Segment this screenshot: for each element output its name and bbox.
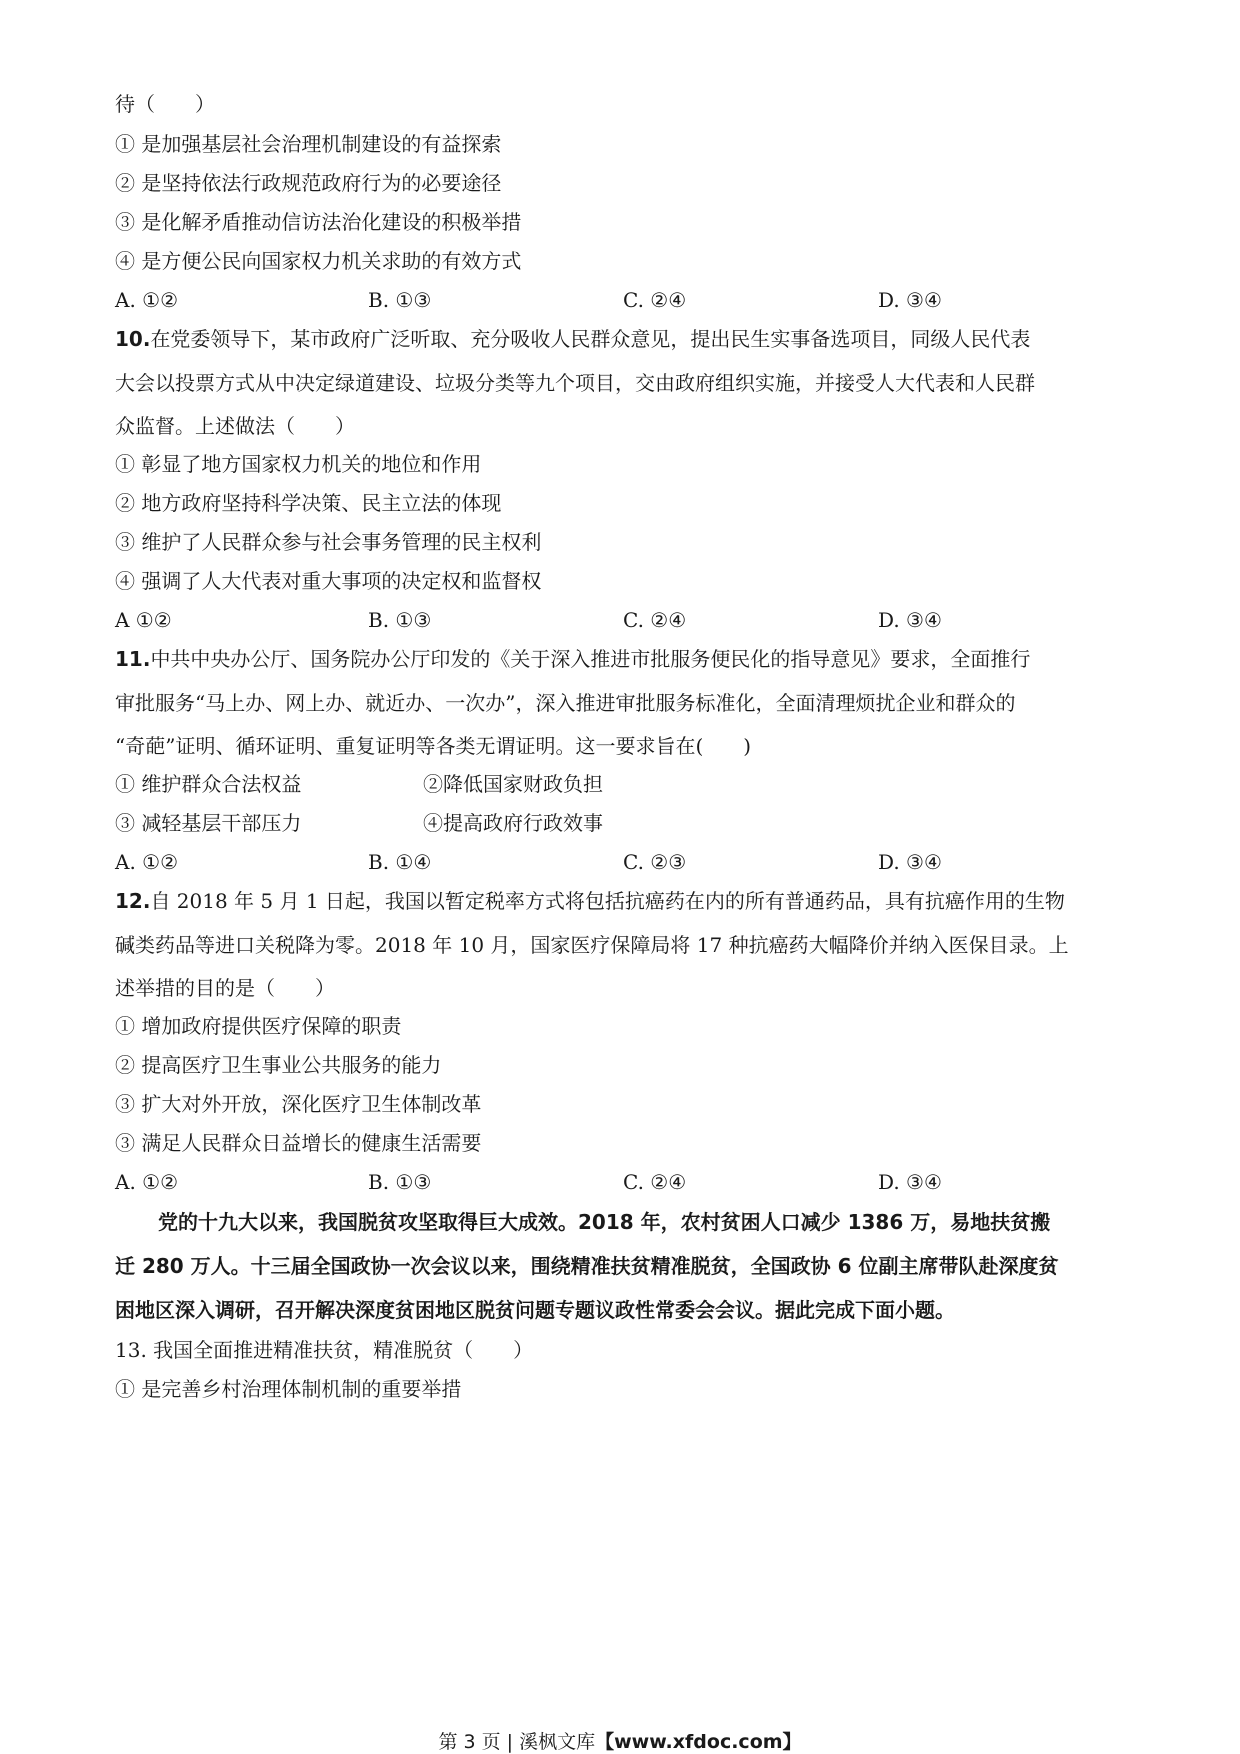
passage-line-3: 困地区深入调研，召开解决深度贫困地区脱贫问题专题议政性常委会会议。据此完成下面小题。 <box>115 1298 955 1322</box>
q9-stem-tail: 待（ ） <box>115 92 215 116</box>
q12-item-4: ③ 满足人民群众日益增长的健康生活需要 <box>115 1131 482 1155</box>
q12-option-a: A. ①② <box>115 1170 179 1194</box>
passage-line-2: 迁 280 万人。十三届全国政协一次会议以来，围绕精准扶贫精准脱贫，全国政协 6 位副主席带队赴深度贫 <box>115 1254 1059 1278</box>
q9-item-2: ② 是坚持依法行政规范政府行为的必要途径 <box>115 171 502 195</box>
q11-option-b: B. ①④ <box>368 850 432 874</box>
q12-option-b: B. ①③ <box>368 1170 432 1194</box>
q11-item-2: ②降低国家财政负担 <box>423 772 603 796</box>
q13-stem: 13. 我国全面推进精准扶贫，精准脱贫（ ） <box>115 1338 534 1362</box>
q9-option-c: C. ②④ <box>623 288 687 312</box>
footer-url: 【www.xfdoc.com】 <box>595 1731 802 1753</box>
q9-option-d: D. ③④ <box>878 288 942 312</box>
q10-option-b: B. ①③ <box>368 608 432 632</box>
q11-option-a: A. ①② <box>115 850 179 874</box>
q13-item-1: ① 是完善乡村治理体制机制的重要举措 <box>115 1377 462 1401</box>
q10-stem-line-2: 大会以投票方式从中决定绿道建设、垃圾分类等九个项目，交由政府组织实施，并接受人大代表和人民群 <box>115 371 1035 395</box>
q10-option-c: C. ②④ <box>623 608 687 632</box>
q10-option-d: D. ③④ <box>878 608 942 632</box>
q9-item-1: ① 是加强基层社会治理机制建设的有益探索 <box>115 132 502 156</box>
q11-stem-line-3: “奇葩”证明、循环证明、重复证明等各类无谓证明。这一要求旨在( ) <box>115 734 752 758</box>
passage-line-1: 党的十九大以来，我国脱贫攻坚取得巨大成效。2018 年，农村贫困人口减少 1386 万，易地扶贫搬 <box>158 1210 1051 1234</box>
q11-item-4: ④提高政府行政效事 <box>423 811 603 835</box>
q10-item-1: ① 彰显了地方国家权力机关的地位和作用 <box>115 452 482 476</box>
q10-item-3: ③ 维护了人民群众参与社会事务管理的民主权利 <box>115 530 542 554</box>
q10-stem-line-3: 众监督。上述做法（ ） <box>115 414 355 438</box>
q12-stem-line-3: 述举措的目的是（ ） <box>115 976 335 1000</box>
q11-stem-line-1: 11.中共中央办公厅、国务院办公厅印发的《关于深入推进市批服务便民化的指导意见》要求，全面推行 <box>115 647 1031 671</box>
q12-item-3: ③ 扩大对外开放，深化医疗卫生体制改革 <box>115 1092 482 1116</box>
q10-item-2: ② 地方政府坚持科学决策、民主立法的体现 <box>115 491 502 515</box>
q12-item-1: ① 增加政府提供医疗保障的职责 <box>115 1014 402 1038</box>
q11-number: 11. <box>115 647 151 671</box>
q10-option-a: A ①② <box>115 608 172 632</box>
q9-option-b: B. ①③ <box>368 288 432 312</box>
q12-stem-line-1: 12.自 2018 年 5 月 1 日起，我国以暂定税率方式将包括抗癌药在内的所有普通药品，具有抗癌作用的生物 <box>115 889 1065 913</box>
q10-stem-line-1: 10.在党委领导下，某市政府广泛听取、充分吸收人民群众意见，提出民生实事备选项目，同级人民代表 <box>115 327 1031 351</box>
q11-item-1: ① 维护群众合法权益 <box>115 772 302 796</box>
q9-item-4: ④ 是方便公民向国家权力机关求助的有效方式 <box>115 249 522 273</box>
q10-number: 10. <box>115 327 151 351</box>
q12-number: 12. <box>115 889 151 913</box>
q11-option-d: D. ③④ <box>878 850 942 874</box>
page-footer <box>0 1730 1240 1754</box>
q11-item-3: ③ 减轻基层干部压力 <box>115 811 302 835</box>
q11-option-c: C. ②③ <box>623 850 687 874</box>
footer-page-label: 第 3 页 | 溪枫文库 <box>438 1731 596 1753</box>
q11-stem-line-2: 审批服务“马上办、网上办、就近办、一次办”，深入推进审批服务标准化，全面清理烦扰企业和群众的 <box>115 691 1016 715</box>
q9-item-3: ③ 是化解矛盾推动信访法治化建设的积极举措 <box>115 210 522 234</box>
q9-option-a: A. ①② <box>115 288 179 312</box>
q12-stem-line-2: 碱类药品等进口关税降为零。2018 年 10 月，国家医疗保障局将 17 种抗癌药大幅降价并纳入医保目录。上 <box>115 933 1069 957</box>
q12-option-c: C. ②④ <box>623 1170 687 1194</box>
q12-option-d: D. ③④ <box>878 1170 942 1194</box>
q10-item-4: ④ 强调了人大代表对重大事项的决定权和监督权 <box>115 569 542 593</box>
q12-item-2: ② 提高医疗卫生事业公共服务的能力 <box>115 1053 442 1077</box>
